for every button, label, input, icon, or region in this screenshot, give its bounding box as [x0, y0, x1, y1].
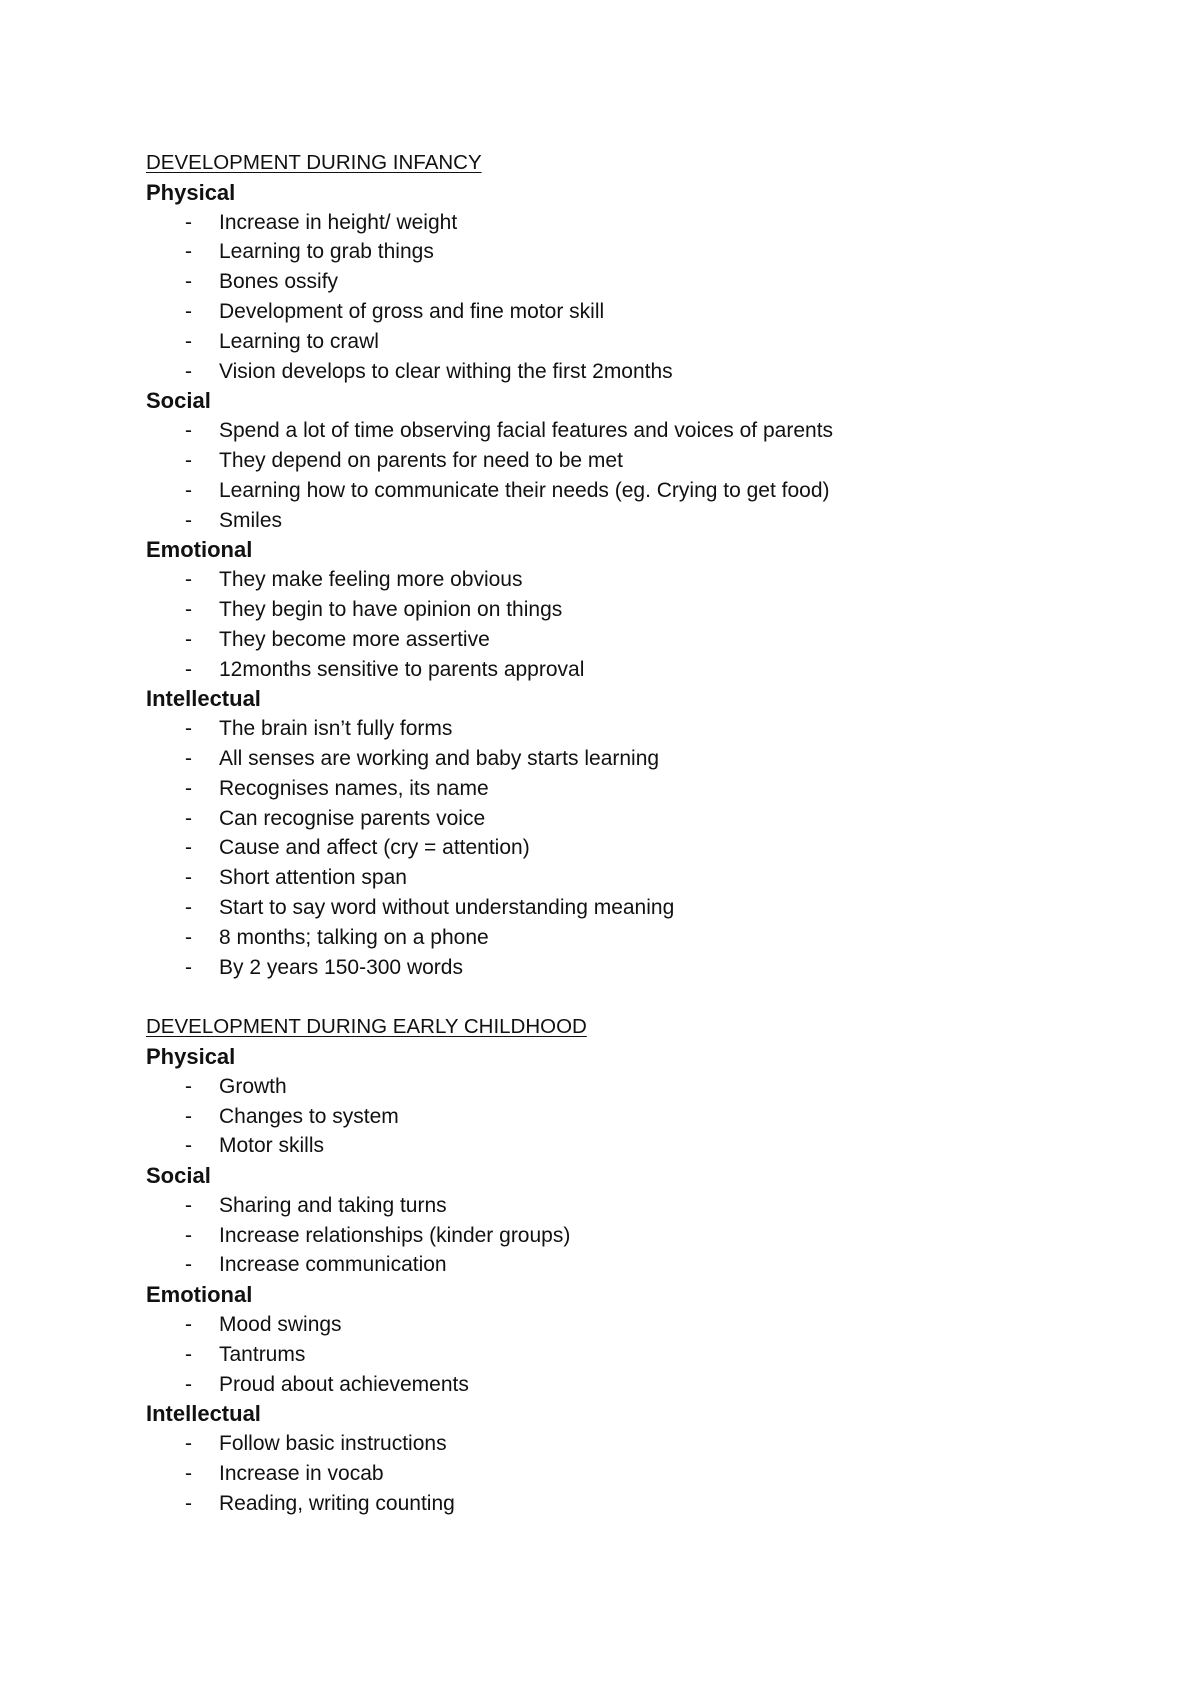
- list-item: - Recognises names, its name: [146, 774, 1106, 804]
- group-heading: Physical: [146, 179, 236, 205]
- list-item: - Changes to system: [146, 1102, 1106, 1132]
- list-item: - Can recognise parents voice: [146, 804, 1106, 834]
- list-item: - Vision develops to clear withing the first 2months: [146, 357, 1106, 387]
- group-social: [146, 1161, 1106, 1280]
- group-social: [146, 386, 1106, 535]
- bullet-list: [146, 565, 1106, 684]
- section-infancy: [146, 148, 1106, 982]
- list-item: - 8 months; talking on a phone: [146, 923, 1106, 953]
- bullet-list: [146, 1191, 1106, 1280]
- group-heading: Social: [146, 1163, 211, 1189]
- list-item: - Cause and affect (cry = attention): [146, 833, 1106, 863]
- list-item: - They make feeling more obvious: [146, 565, 1106, 595]
- group-heading: Intellectual: [146, 686, 261, 712]
- list-item: - Bones ossify: [146, 267, 1106, 297]
- list-item: - They depend on parents for need to be met: [146, 446, 1106, 476]
- list-item: - Short attention span: [146, 863, 1106, 893]
- list-item: - Development of gross and fine motor skill: [146, 297, 1106, 327]
- group-heading: Emotional: [146, 537, 253, 563]
- list-item: - Sharing and taking turns: [146, 1191, 1106, 1221]
- list-item: - Motor skills: [146, 1131, 1106, 1161]
- document-body: [146, 148, 1106, 1519]
- list-item: - Learning how to communicate their needs (eg. Crying to get food): [146, 476, 1106, 506]
- list-item: - They begin to have opinion on things: [146, 595, 1106, 625]
- blank-line: [146, 982, 1106, 1012]
- section-title: DEVELOPMENT DURING EARLY CHILDHOOD: [146, 1015, 587, 1039]
- group-intellectual: [146, 684, 1106, 982]
- group-heading: Social: [146, 388, 211, 414]
- group-emotional: [146, 535, 1106, 684]
- bullet-list: [146, 208, 1106, 387]
- group-physical: [146, 1042, 1106, 1161]
- bullet-list: [146, 1310, 1106, 1399]
- list-item: - Follow basic instructions: [146, 1429, 1106, 1459]
- list-item: - Increase communication: [146, 1250, 1106, 1280]
- list-item: - Mood swings: [146, 1310, 1106, 1340]
- group-heading: Emotional: [146, 1282, 253, 1308]
- section-title: DEVELOPMENT DURING INFANCY: [146, 151, 482, 174]
- list-item: - Learning to crawl: [146, 327, 1106, 357]
- list-item: - The brain isn’t fully forms: [146, 714, 1106, 744]
- list-item: - Learning to grab things: [146, 237, 1106, 267]
- bullet-list: [146, 1429, 1106, 1518]
- bullet-list: [146, 714, 1106, 982]
- section-early-childhood: [146, 1012, 1106, 1519]
- list-item: - Increase in vocab: [146, 1459, 1106, 1489]
- list-item: - Spend a lot of time observing facial features and voices of parents: [146, 416, 1106, 446]
- bullet-list: [146, 416, 1106, 535]
- group-heading: Intellectual: [146, 1401, 261, 1427]
- list-item: - Tantrums: [146, 1340, 1106, 1370]
- list-item: - Increase relationships (kinder groups): [146, 1221, 1106, 1251]
- bullet-list: [146, 1072, 1106, 1161]
- list-item: - 12months sensitive to parents approval: [146, 655, 1106, 685]
- list-item: - Increase in height/ weight: [146, 208, 1106, 238]
- list-item: - Reading, writing counting: [146, 1489, 1106, 1519]
- list-item: - By 2 years 150-300 words: [146, 953, 1106, 983]
- group-intellectual: [146, 1399, 1106, 1518]
- list-item: - Growth: [146, 1072, 1106, 1102]
- list-item: - All senses are working and baby starts learning: [146, 744, 1106, 774]
- list-item: - Start to say word without understanding meaning: [146, 893, 1106, 923]
- group-emotional: [146, 1280, 1106, 1399]
- list-item: - They become more assertive: [146, 625, 1106, 655]
- list-item: - Proud about achievements: [146, 1370, 1106, 1400]
- group-heading: Physical: [146, 1043, 236, 1069]
- list-item: - Smiles: [146, 506, 1106, 536]
- group-physical: [146, 178, 1106, 387]
